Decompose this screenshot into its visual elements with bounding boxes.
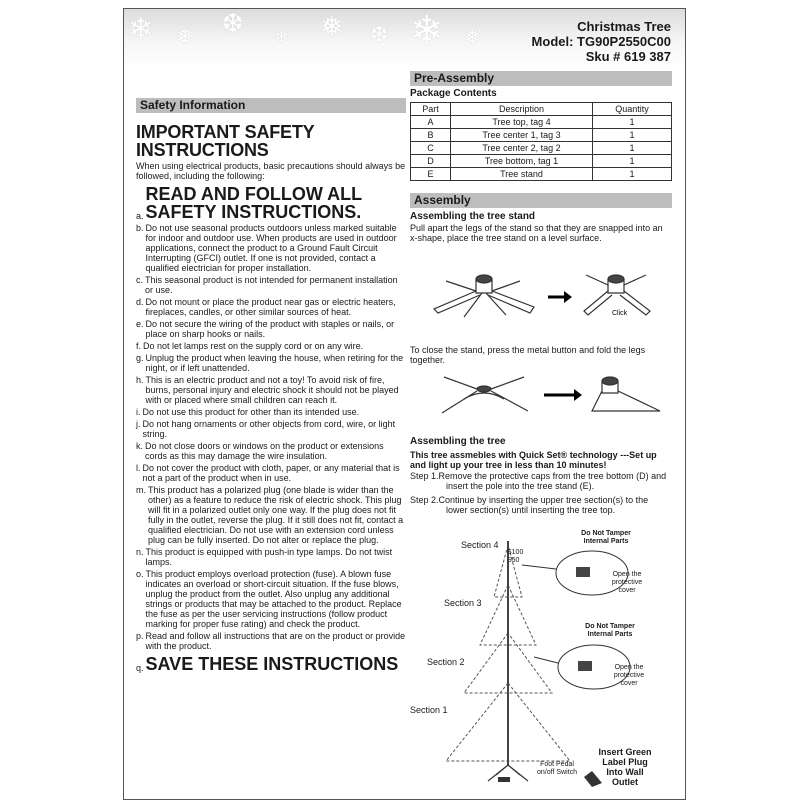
product-title: Christmas Tree: [577, 19, 671, 34]
safety-item: [136, 319, 406, 339]
table-header-row: [411, 103, 672, 116]
table-cell: 1: [593, 142, 672, 155]
column-header-part: Part: [411, 103, 451, 116]
safety-item-marker: n.: [136, 547, 144, 557]
safety-item-marker: f.: [136, 341, 142, 351]
safety-item-marker: g.: [136, 353, 144, 363]
package-contents-title: Package Contents: [410, 88, 497, 99]
table-cell: 1: [593, 116, 672, 129]
safety-heading-line2: INSTRUCTIONS: [136, 140, 269, 160]
safety-item-marker: q.: [136, 663, 144, 673]
safety-item-text: Do not hang ornaments or other objects from cord, wire, or light string.: [142, 419, 396, 439]
instruction-page: [123, 8, 686, 800]
safety-item: [136, 655, 406, 673]
safety-item-marker: c.: [136, 275, 144, 285]
safety-item: [136, 341, 406, 351]
table-cell: B: [411, 129, 451, 142]
table-row: [411, 129, 672, 142]
tag-s50-label: S50: [507, 557, 520, 564]
open-cover-lower: Open the protective cover: [613, 664, 645, 687]
safety-instruction-list: [136, 185, 406, 673]
table-cell: Tree center 1, tag 3: [451, 129, 593, 142]
safety-item-text: Do not use this product for other than its intended use.: [142, 407, 360, 417]
column-header-quantity: Quantity: [593, 103, 672, 116]
safety-item-marker: p.: [136, 631, 144, 641]
safety-item-marker: e.: [136, 319, 144, 329]
pre-assembly-banner: Pre-Assembly: [410, 71, 672, 86]
safety-item: [136, 275, 406, 295]
stand-close-instructions: [410, 345, 672, 365]
snowflake-icon: ❄: [410, 8, 444, 54]
table-cell: A: [411, 116, 451, 129]
safety-item: [136, 419, 406, 439]
column-header-description: Description: [451, 103, 593, 116]
safety-item-text: READ AND FOLLOW ALL SAFETY INSTRUCTIONS.: [145, 184, 362, 222]
safety-item-marker: m.: [136, 485, 146, 495]
safety-item-marker: l.: [136, 463, 141, 473]
safety-item-text: This is an electric product and not a toy! To avoid risk of fire, burns, personal injury and electric shock it should not be played with or placed where small children can reach it.: [145, 375, 399, 405]
foot-pedal-label: Foot Pedal on/off Switch: [537, 761, 577, 776]
do-not-tamper-lower: Do Not Tamper Internal Parts: [585, 623, 635, 638]
step-1-text: Step 1.Remove the protective caps from the tree bottom (D) and insert the pole into the tree stand (E).: [410, 471, 667, 491]
assembly-banner: Assembly: [410, 193, 672, 208]
safety-item-marker: a.: [136, 211, 144, 221]
safety-item-text: Read and follow all instructions that are on the product or provide with the product.: [145, 631, 406, 651]
safety-item-marker: d.: [136, 297, 144, 307]
safety-item-text: Do not mount or place the product near gas or electric heaters, fireplaces, candles, or other similar sources of heat.: [145, 297, 396, 317]
safety-item: [136, 353, 406, 373]
snowflake-icon: ❅: [176, 25, 195, 50]
table-cell: E: [411, 168, 451, 181]
model-number: Model: TG90P2550C00: [531, 34, 671, 49]
table-row: [411, 155, 672, 168]
table-cell: D: [411, 155, 451, 168]
tag-s100-label: S100: [507, 549, 524, 556]
insert-plug-label: Insert Green Label Plug Into Wall Outlet: [598, 747, 652, 787]
tree-assembly-section: [410, 436, 672, 515]
stand-open-illustration: [424, 267, 664, 319]
safety-item: [136, 185, 406, 221]
safety-item-marker: o.: [136, 569, 144, 579]
package-contents-rows: [411, 116, 672, 181]
safety-information-banner: Safety Information: [136, 98, 406, 113]
table-row: [411, 116, 672, 129]
safety-item-marker: k.: [136, 441, 144, 451]
package-contents-table: [410, 102, 672, 181]
safety-item: [136, 223, 406, 273]
table-cell: Tree bottom, tag 1: [451, 155, 593, 168]
safety-item: [136, 463, 406, 483]
snowflake-icon: ❆: [370, 23, 389, 48]
safety-item-text: This product is equipped with push-in type lamps. Do not twist lamps.: [145, 547, 393, 567]
safety-item: [136, 297, 406, 317]
safety-item: [136, 485, 406, 545]
safety-item-text: Unplug the product when leaving the house, when retiring for the night, or if left unattended.: [145, 353, 404, 373]
section-2-label: Section 2: [427, 657, 465, 667]
safety-item: [136, 547, 406, 567]
table-cell: Tree stand: [451, 168, 593, 181]
safety-section: [136, 123, 406, 673]
table-cell: Tree top, tag 4: [451, 116, 593, 129]
sku-number: Sku # 619 387: [585, 49, 671, 64]
foot-pedal-switch: [498, 777, 510, 782]
safety-item-text: This product has a polarized plug (one blade is wider than the other) as a feature to reduce the risk of electric shock. This plug will fit in a polarized outlet only one way. If the plug does not fit fully in the outlet, reverse the plug. If it still does not fit, contact a qualified electrician. Do not use with an extension cord unless plug can be fully inserted. Do not alter or replace the plug.: [148, 485, 404, 545]
snowflake-icon: ❅: [464, 25, 481, 49]
safety-item-text: This seasonal product is not intended for permanent installation or use.: [145, 275, 398, 295]
safety-item-marker: j.: [136, 419, 141, 429]
safety-item-text: Do not let lamps rest on the supply cord or on any wire.: [143, 341, 364, 351]
stand-assembly-title: Assembling the tree stand: [410, 211, 536, 222]
safety-item: [136, 441, 406, 461]
snowflake-icon: ❄: [274, 27, 290, 48]
stand-fold-illustration: [424, 369, 664, 421]
table-cell: 1: [593, 129, 672, 142]
stand-close-text: To close the stand, press the metal button and fold the legs together.: [410, 345, 646, 365]
safety-item-text: Do not cover the product with cloth, paper, or any material that is not a part of the product when in use.: [142, 463, 400, 483]
safety-item-text: Do not secure the wiring of the product with staples or nails, or place on sharp hooks or nails.: [145, 319, 395, 339]
safety-item-text: SAVE THESE INSTRUCTIONS: [145, 654, 399, 674]
click-label: Click: [612, 310, 628, 317]
step-2-text: Step 2.Continue by inserting the upper tree section(s) to the lower section(s) until inserting the tree top.: [410, 495, 649, 515]
safety-item: [136, 375, 406, 405]
safety-item-marker: i.: [136, 407, 141, 417]
assembly-section: [410, 211, 672, 243]
table-cell: 1: [593, 155, 672, 168]
snowflake-icon: ❄: [128, 12, 154, 47]
table-cell: C: [411, 142, 451, 155]
table-cell: 1: [593, 168, 672, 181]
snowflake-icon: ❆: [222, 9, 244, 39]
stand-assembly-text: Pull apart the legs of the stand so that they are snapped into an x-shape, place the tree stand on a level surface.: [410, 223, 663, 243]
table-cell: Tree center 2, tag 2: [451, 142, 593, 155]
safety-item-marker: h.: [136, 375, 144, 385]
safety-item: [136, 407, 406, 417]
section-4-label: Section 4: [461, 540, 499, 550]
safety-item-marker: b.: [136, 223, 144, 233]
quickset-text: This tree assmebles with Quick Set® technology ---Set up and light up your tree in less than 10 minutes!: [410, 450, 657, 470]
safety-intro: When using electrical products, basic precautions should always be followed, including the following:: [136, 161, 406, 181]
document-header: [532, 19, 671, 64]
section-1-label: Section 1: [410, 705, 448, 715]
do-not-tamper-upper: Do Not Tamper Internal Parts: [581, 530, 631, 545]
section-3-label: Section 3: [444, 598, 482, 608]
safety-item: [136, 569, 406, 629]
tree-assembly-title: Assembling the tree: [410, 436, 506, 447]
safety-item-text: Do not close doors or windows on the product or extensions cords as this may damage the wire insulation.: [145, 441, 384, 461]
safety-item-text: Do not use seasonal products outdoors unless marked suitable for indoor and outdoor use. When products are used in outdoor applications, connect the product to a Ground Fault Circuit Interrupting (GFCI) outlet. If one is not provided, contact a qualified electrician for proper installation.: [145, 223, 397, 273]
safety-item: [136, 631, 406, 651]
open-cover-upper: Open the protective cover: [611, 571, 643, 594]
snowflake-icon: ❅: [320, 10, 344, 43]
safety-heading-line1: IMPORTANT SAFETY: [136, 122, 315, 142]
safety-item-text: This product employs overload protection (fuse). A blown fuse indicates an overload or short-circuit situation. If the fuse blows, unplug the product from the outlet. Also unplug any additional strings or products that may be attached to the product. Replace the fuse as per the user servicing instructions (follow product marking for proper fuse rating) and check the product.: [145, 569, 402, 629]
pre-assembly-section: [410, 88, 672, 181]
table-row: [411, 168, 672, 181]
table-row: [411, 142, 672, 155]
